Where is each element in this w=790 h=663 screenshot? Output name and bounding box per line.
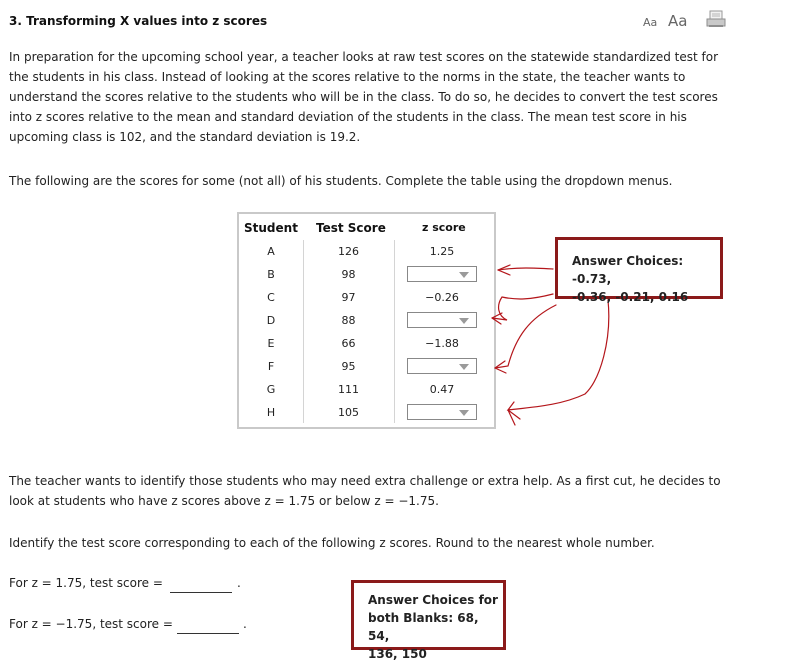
identify-paragraph: Identify the test score corresponding to each of the following z scores. Round to the nearest whole number. xyxy=(9,536,655,550)
callout-line: Answer Choices: -0.73, xyxy=(572,254,684,286)
cell-student: G xyxy=(266,383,276,396)
cell-student: B xyxy=(267,268,275,281)
arrow-to-f xyxy=(495,305,556,368)
decrease-font-button[interactable]: Aa xyxy=(643,16,658,29)
cell-test-score: 66 xyxy=(341,337,356,350)
z-positive-label: For z = 1.75, test score = xyxy=(9,576,163,590)
cell-z-score: 0.47 xyxy=(429,383,455,396)
arrow-to-d xyxy=(492,294,553,320)
cell-z-score: 1.25 xyxy=(429,245,455,258)
cell-student: D xyxy=(266,314,276,327)
cell-z-score: −0.26 xyxy=(425,291,459,304)
arrow-to-b xyxy=(498,268,553,270)
cell-test-score: 88 xyxy=(341,314,356,327)
callout-line: Answer Choices for xyxy=(368,593,498,607)
cell-student: A xyxy=(267,245,275,258)
cell-student: F xyxy=(267,360,275,373)
intro-paragraph: In preparation for the upcoming school year, a teacher looks at raw test scores on the statewide standardized test for the students in his class. Instead of looking at the scores relative to the norms in the state, the teacher wants to understand the scores relative to the students who will be in the class. To do so, he decides to convert the test scores into z scores relative to the mean and standard deviation of the students in the class. The mean test score in his upcoming class is 102, and the standard deviation is 19.2. xyxy=(9,50,719,144)
callout-line: -0.36, -0.21, 0.16 xyxy=(572,290,689,304)
z-negative-answer-blank[interactable] xyxy=(177,633,239,634)
cell-test-score: 98 xyxy=(341,268,356,281)
increase-font-button[interactable]: Aa xyxy=(668,12,688,30)
cell-test-score: 97 xyxy=(341,291,356,304)
dropdown-answer-choices-callout xyxy=(555,237,723,304)
cell-z-score: −1.88 xyxy=(425,337,459,350)
callout-line: 136, 150 xyxy=(368,647,427,661)
z-positive-answer-blank[interactable] xyxy=(170,592,232,593)
blank-answer-choices-callout xyxy=(351,580,506,661)
cell-test-score: 95 xyxy=(341,360,356,373)
arrowhead-h xyxy=(508,410,520,425)
cell-student: C xyxy=(267,291,275,304)
arrow-to-h xyxy=(508,300,609,410)
challenge-paragraph: The teacher wants to identify those students who may need extra challenge or extra help. As a first cut, he decides to look at students who have z scores above z = 1.75 or below z = −1.75. xyxy=(9,474,721,508)
sentence-period: . xyxy=(243,617,247,631)
cell-test-score: 105 xyxy=(338,406,359,419)
sentence-period: . xyxy=(237,576,241,590)
question-title: 3. Transforming X values into z scores xyxy=(9,14,268,28)
cell-student: E xyxy=(267,337,275,350)
header-student: Student xyxy=(244,221,298,235)
callout-line: both Blanks: 68, 54, xyxy=(368,611,479,643)
cell-test-score: 126 xyxy=(338,245,359,258)
cell-test-score: 111 xyxy=(338,383,359,396)
header-test-score: Test Score xyxy=(316,221,386,235)
header-z-score: z score xyxy=(422,221,466,234)
cell-student: H xyxy=(266,406,276,419)
z-negative-label: For z = −1.75, test score = xyxy=(9,617,173,631)
instruction-paragraph: The following are the scores for some (not all) of his students. Complete the table using the dropdown menus. xyxy=(9,174,673,188)
